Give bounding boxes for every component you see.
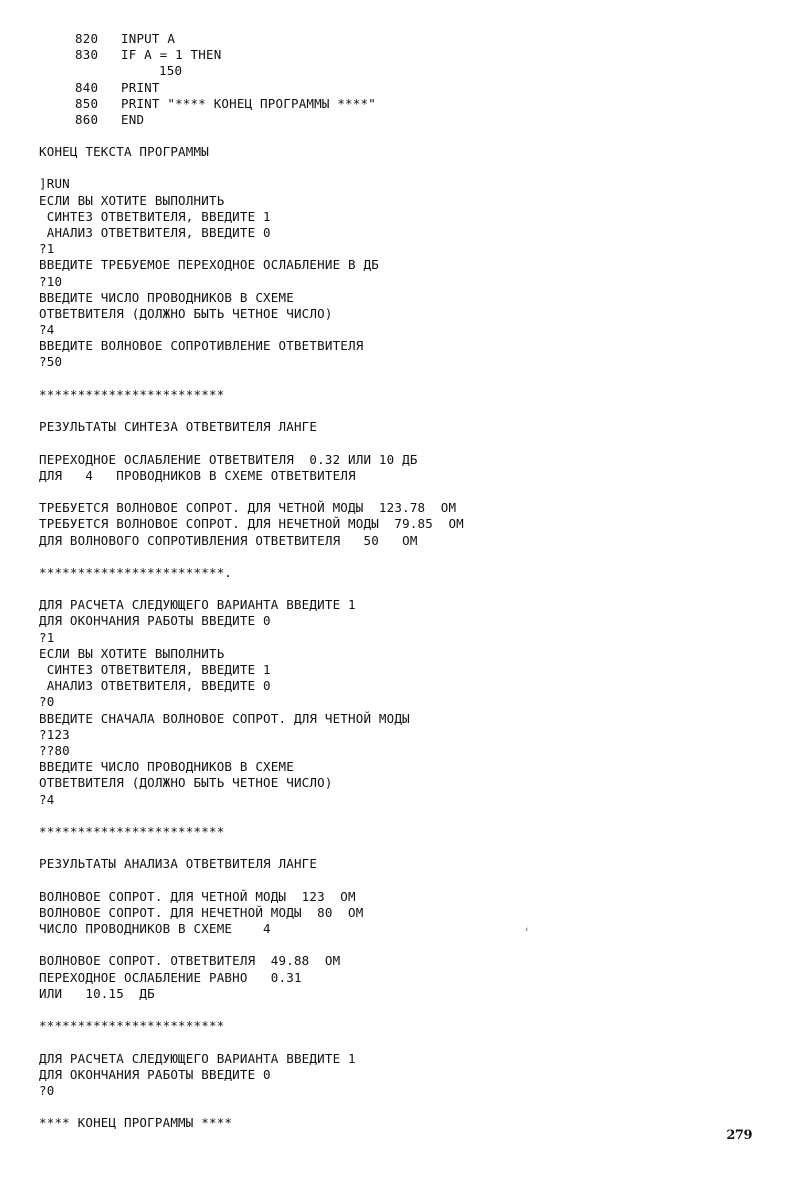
line-number: 820 bbox=[75, 31, 99, 46]
output-line: АНАЛИЗ ОТВЕТВИТЕЛЯ, ВВЕДИТЕ 0 bbox=[39, 678, 271, 694]
output-line: ВВЕДИТЕ ВОЛНОВОЕ СОПРОТИВЛЕНИЕ ОТВЕТВИТЕЛЯ bbox=[39, 338, 364, 354]
blank-line bbox=[39, 403, 464, 419]
blank-line bbox=[39, 371, 464, 387]
output-line: ПЕРЕХОДНОЕ ОСЛАБЛЕНИЕ РАВНО 0.31 bbox=[39, 969, 302, 985]
listing-line bbox=[75, 96, 376, 112]
print-speck: ‹ bbox=[524, 925, 530, 935]
listing-line bbox=[75, 80, 376, 96]
output-line: ЧИСЛО ПРОВОДНИКОВ В СХЕМЕ 4 bbox=[39, 921, 271, 936]
listing-line bbox=[75, 31, 376, 47]
listing-line bbox=[75, 47, 376, 63]
output-line: ВВЕДИТЕ ТРЕБУЕМОЕ ПЕРЕХОДНОЕ ОСЛАБЛЕНИЕ В ДБ bbox=[39, 257, 379, 273]
line-statement: PRINT bbox=[121, 79, 160, 95]
output-line: ДЛЯ РАСЧЕТА СЛЕДУЮЩЕГО ВАРИАНТА ВВЕДИТЕ 1 bbox=[39, 597, 356, 613]
output-line: ЕСЛИ ВЫ ХОТИТЕ ВЫПОЛНИТЬ bbox=[39, 645, 225, 661]
output-line: ??80 bbox=[39, 742, 70, 758]
blank-line bbox=[39, 435, 464, 451]
program-output bbox=[39, 144, 464, 1131]
output-line: ************************ bbox=[39, 823, 225, 839]
output-line: ЕСЛИ ВЫ ХОТИТЕ ВЫПОЛНИТЬ bbox=[39, 192, 225, 208]
output-line: **** КОНЕЦ ПРОГРАММЫ **** bbox=[39, 1115, 233, 1131]
output-line: ДЛЯ 4 ПРОВОДНИКОВ В СХЕМЕ ОТВЕТВИТЕЛЯ bbox=[39, 467, 356, 483]
output-line: ВОЛНОВОЕ СОПРОТ. ДЛЯ НЕЧЕТНОЙ МОДЫ 80 ОМ bbox=[39, 904, 364, 920]
line-statement: INPUT A bbox=[121, 31, 176, 46]
output-line: ДЛЯ ОКОНЧАНИЯ РАБОТЫ ВВЕДИТЕ 0 bbox=[39, 613, 271, 629]
output-line: СИНТЕЗ ОТВЕТВИТЕЛЯ, ВВЕДИТЕ 1 bbox=[39, 662, 271, 677]
output-line: РЕЗУЛЬТАТЫ СИНТЕЗА ОТВЕТВИТЕЛЯ ЛАНГЕ bbox=[39, 419, 318, 435]
blank-line bbox=[39, 1002, 464, 1018]
line-statement: IF A = 1 THEN bbox=[121, 47, 222, 63]
output-line: СИНТЕЗ ОТВЕТВИТЕЛЯ, ВВЕДИТЕ 1 bbox=[39, 208, 271, 224]
output-line: ВВЕДИТЕ ЧИСЛО ПРОВОДНИКОВ В СХЕМЕ bbox=[39, 759, 294, 775]
output-line: ?4 bbox=[39, 791, 55, 807]
output-line: ВВЕДИТЕ ЧИСЛО ПРОВОДНИКОВ В СХЕМЕ bbox=[39, 289, 294, 305]
output-line: ************************ bbox=[39, 386, 225, 402]
output-line: ?50 bbox=[39, 354, 63, 370]
listing-line bbox=[75, 63, 376, 79]
output-line: ДЛЯ ВОЛНОВОГО СОПРОТИВЛЕНИЯ ОТВЕТВИТЕЛЯ 50 ОМ bbox=[39, 532, 418, 548]
output-line: ************************. bbox=[39, 564, 233, 580]
blank-line bbox=[39, 1099, 464, 1115]
blank-line bbox=[39, 937, 464, 953]
blank-line bbox=[39, 872, 464, 888]
run-output-lines bbox=[39, 176, 464, 1131]
output-line: ?123 bbox=[39, 726, 70, 742]
line-number: 860 bbox=[75, 111, 99, 127]
output-line: ?4 bbox=[39, 322, 55, 338]
output-line: ИЛИ 10.15 ДБ bbox=[39, 985, 155, 1001]
output-line: ДЛЯ ОКОНЧАНИЯ РАБОТЫ ВВЕДИТЕ 0 bbox=[39, 1066, 271, 1082]
blank-line bbox=[39, 484, 464, 500]
output-line: ДЛЯ РАСЧЕТА СЛЕДУЮЩЕГО ВАРИАНТА ВВЕДИТЕ 1 bbox=[39, 1050, 356, 1066]
output-line: ?1 bbox=[39, 241, 55, 257]
output-line: ?0 bbox=[39, 1082, 55, 1098]
output-line: ?0 bbox=[39, 694, 55, 710]
output-line: ВОЛНОВОЕ СОПРОТ. ДЛЯ ЧЕТНОЙ МОДЫ 123 ОМ bbox=[39, 888, 356, 904]
blank-line bbox=[39, 840, 464, 856]
output-line: ?1 bbox=[39, 629, 55, 645]
output-line: ]RUN bbox=[39, 176, 70, 192]
output-line: ВОЛНОВОЕ СОПРОТ. ОТВЕТВИТЕЛЯ 49.88 ОМ bbox=[39, 953, 341, 969]
listing-line bbox=[75, 112, 376, 128]
output-line: ОТВЕТВИТЕЛЯ (ДОЛЖНО БЫТЬ ЧЕТНОЕ ЧИСЛО) bbox=[39, 775, 333, 791]
output-line: ПЕРЕХОДНОЕ ОСЛАБЛЕНИЕ ОТВЕТВИТЕЛЯ 0.32 ИЛИ 10 ДБ bbox=[39, 451, 418, 467]
blank-line bbox=[39, 808, 464, 824]
line-number: 850 bbox=[75, 95, 99, 111]
output-line: ТРЕБУЕТСЯ ВОЛНОВОЕ СОПРОТ. ДЛЯ НЕЧЕТНОЙ МОДЫ 79.85 ОМ bbox=[39, 516, 464, 532]
line-number: 830 bbox=[75, 47, 99, 63]
program-listing bbox=[75, 31, 376, 128]
output-line: АНАЛИЗ ОТВЕТВИТЕЛЯ, ВВЕДИТЕ 0 bbox=[39, 224, 271, 240]
line-statement: 150 bbox=[159, 63, 183, 79]
line-number: 840 bbox=[75, 79, 99, 95]
blank-line bbox=[39, 549, 464, 565]
end-of-listing-text: КОНЕЦ ТЕКСТА ПРОГРАММЫ bbox=[39, 144, 209, 159]
output-line: ************************ bbox=[39, 1018, 225, 1034]
line-statement: END bbox=[121, 111, 145, 127]
blank-line bbox=[39, 581, 464, 597]
page-number: 279 bbox=[726, 1128, 752, 1143]
output-line: ТРЕБУЕТСЯ ВОЛНОВОЕ СОПРОТ. ДЛЯ ЧЕТНОЙ МОДЫ 123.78 ОМ bbox=[39, 500, 457, 516]
output-line: ОТВЕТВИТЕЛЯ (ДОЛЖНО БЫТЬ ЧЕТНОЕ ЧИСЛО) bbox=[39, 305, 333, 321]
output-line: РЕЗУЛЬТАТЫ АНАЛИЗА ОТВЕТВИТЕЛЯ ЛАНГЕ bbox=[39, 856, 318, 872]
blank-line bbox=[39, 1034, 464, 1050]
output-line: ?10 bbox=[39, 273, 63, 289]
output-line: ВВЕДИТЕ СНАЧАЛА ВОЛНОВОЕ СОПРОТ. ДЛЯ ЧЕТНОЙ МОДЫ bbox=[39, 710, 410, 726]
line-statement: PRINT "**** КОНЕЦ ПРОГРАММЫ ****" bbox=[121, 95, 376, 111]
